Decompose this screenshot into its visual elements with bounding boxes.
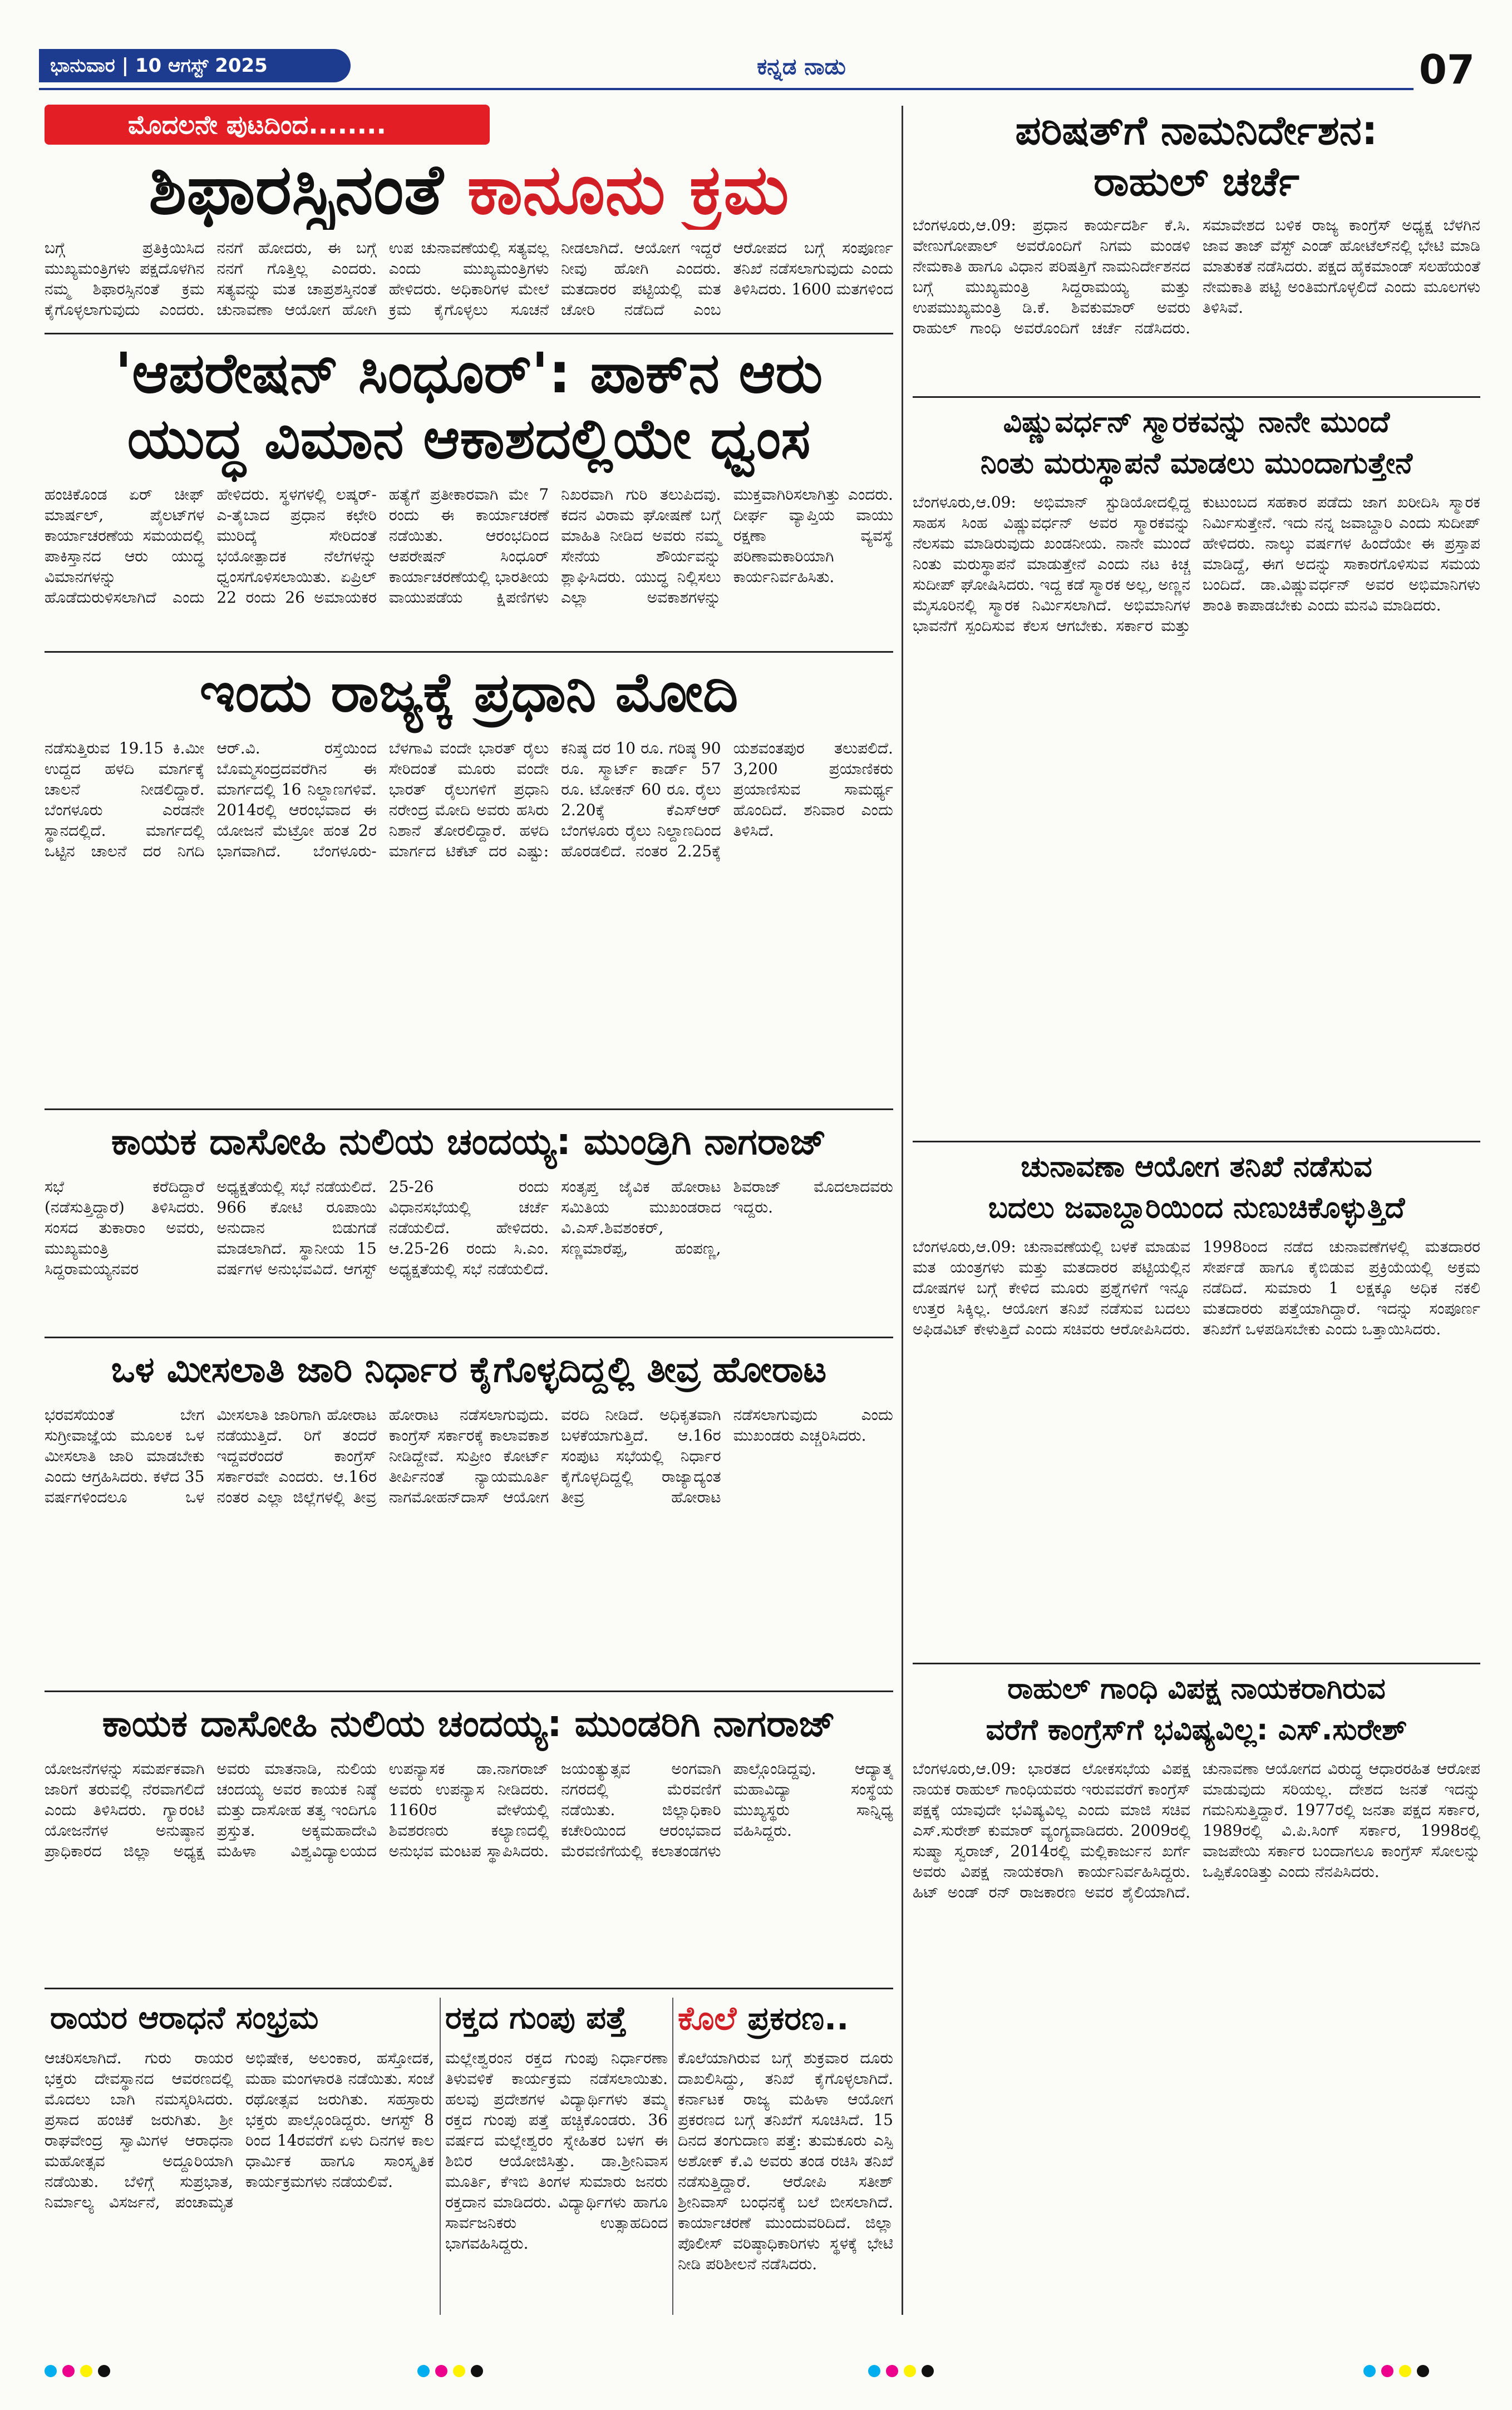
kayaka1-body bbox=[45, 1176, 893, 1321]
raktha-headline: ರಕ್ತದ ಗುಂಪು ಪತ್ತೆ bbox=[445, 2000, 627, 2036]
chunavane-story bbox=[913, 1146, 1480, 1658]
issue-date: 10 ಆಗಸ್ಟ್ 2025 bbox=[135, 55, 268, 77]
parishath-text: ಬೆಂಗಳೂರು,ಆ.09: ಪ್ರಧಾನ ಕಾರ್ಯದರ್ಶಿ ಕೆ.ಸಿ. ವೇಣುಗೋಪಾಲ್ ಅವರೊಂದಿಗೆ ನಿಗಮ ಮಂಡಳಿ ನೇಮಕಾತಿ ಹಾಗೂ ವಿಧಾನ ಪರಿಷತ್ತಿಗೆ ನಾಮನಿರ್ದೇಶನದ ಬಗ್ಗೆ ಮುಖ್ಯಮಂತ್ರಿ ಸಿದ್ದರಾಮಯ್ಯ ಮತ್ತು ಉಪಮುಖ್ಯಮಂತ್ರಿ ಡಿ.ಕೆ. ಶಿವಕುಮಾರ್ ಅವರು ರಾಹುಲ್ ಗಾಂಧಿ ಅವರೊಂದಿಗೆ ಚರ್ಚೆ ನಡೆಸಿದರು. ಸಮಾವೇಶದ ಬಳಿಕ ರಾಜ್ಯ ಕಾಂಗ್ರೆಸ್ ಅಧ್ಯಕ್ಷ ಬೆಳಗಿನ ಜಾವ ತಾಜ್ ವೆಸ್ಟ್ ಎಂಡ್ ಹೋಟೆಲ್‌ನಲ್ಲಿ ಭೇಟಿ ಮಾಡಿ ಮಾತುಕತೆ ನಡೆಸಿದರು. ಪಕ್ಷದ ಹೈಕಮಾಂಡ್ ಸಲಹೆಯಂತೆ ನೇಮಕಾತಿ ಪಟ್ಟಿ ಅಂತಿಮಗೊಳ್ಳಲಿದೆ ಎಂದು ಮೂಲಗಳು ತಿಳಿಸಿವೆ. bbox=[913, 216, 1480, 337]
parishath-body bbox=[913, 215, 1480, 393]
footer-registration-mid bbox=[868, 2365, 1013, 2387]
raktha-story bbox=[445, 1993, 668, 2316]
lead-text: ಬಗ್ಗೆ ಪ್ರತಿಕ್ರಿಯಿಸಿದ ಮುಖ್ಯಮಂತ್ರಿಗಳು ಪಕ್ಷದೊಳಗಿನ ನಮ್ಮ ಶಿಫಾರಸ್ಸಿನಂತೆ ಕ್ರಮ ಕೈಗೊಳ್ಳಲಾಗುವುದು ಎಂದರು. ನನಗೆ ಹೋದರು, ಈ ಬಗ್ಗೆ ನನಗೆ ಗೊತ್ತಿಲ್ಲ ಎಂದರು. ಸತ್ಯವನ್ನು ಮತ ಚಾಪ್ರಶಸ್ತಿನಂತೆ ಚುನಾವಣಾ ಆಯೋಗ ಹೋಗಿ ಉಪ ಚುನಾವಣೆಯಲ್ಲಿ ಸತ್ಯವಲ್ಲ ಎಂದು ಮುಖ್ಯಮಂತ್ರಿಗಳು ಹೇಳಿದರು. ಅಧಿಕಾರಿಗಳ ಮೇಲೆ ಕ್ರಮ ಕೈಗೊಳ್ಳಲು ಸೂಚನೆ ನೀಡಲಾಗಿದೆ. ಆಯೋಗ ಇದ್ದರೆ ನೀವು ಹೋಗಿ ಎಂದರು. ಮತದಾರರ ಪಟ್ಟಿಯಲ್ಲಿ ಮತ ಚೋರಿ ನಡೆದಿದೆ ಎಂಬ ಆರೋಪದ ಬಗ್ಗೆ ಸಂಪೂರ್ಣ ತನಿಖೆ ನಡೆಸಲಾಗುವುದು ಎಂದು ತಿಳಿಸಿದರು. 1600 ಮತಗಳಿಂದ bbox=[45, 238, 893, 319]
rayara-headline: ರಾಯರ ಆರಾಧನೆ ಸಂಭ್ರಮ bbox=[50, 2000, 319, 2036]
cyan-dot-icon bbox=[417, 2365, 430, 2377]
cyan-dot-icon bbox=[45, 2365, 57, 2377]
parishath-headline-line2: ರಾಹುಲ್ ಚರ್ಚೆ bbox=[1094, 158, 1299, 205]
rahul-text: ಬೆಂಗಳೂರು,ಆ.09: ಭಾರತದ ಲೋಕಸಭೆಯ ವಿಪಕ್ಷ ನಾಯಕ ರಾಹುಲ್ ಗಾಂಧಿಯವರು ಇರುವವರೆಗೆ ಕಾಂಗ್ರೆಸ್ ಪಕ್ಷಕ್ಕೆ ಯಾವುದೇ ಭವಿಷ್ಯವಿಲ್ಲ ಎಂದು ಮಾಜಿ ಸಚಿವ ಎಸ್.ಸುರೇಶ್ ಕುಮಾರ್ ವ್ಯಂಗ್ಯವಾಡಿದರು. 2009ರಲ್ಲಿ ಸುಷ್ಮಾ ಸ್ವರಾಜ್, 2014ರಲ್ಲಿ ಮಲ್ಲಿಕಾರ್ಜುನ ಖರ್ಗೆ ಅವರು ವಿಪಕ್ಷ ನಾಯಕರಾಗಿ ಕಾರ್ಯನಿರ್ವಹಿಸಿದ್ದರು. ಹಿಟ್ ಅಂಡ್ ರನ್ ರಾಜಕಾರಣ ಅವರ ಶೈಲಿಯಾಗಿದೆ. ಚುನಾವಣಾ ಆಯೋಗದ ವಿರುದ್ಧ ಆಧಾರರಹಿತ ಆರೋಪ ಮಾಡುವುದು ಸರಿಯಲ್ಲ. ದೇಶದ ಜನತೆ ಇದನ್ನು ಗಮನಿಸುತ್ತಿದ್ದಾರೆ. 1977ರಲ್ಲಿ ಜನತಾ ಪಕ್ಷದ ಸರ್ಕಾರ, 1989ರಲ್ಲಿ ವಿ.ಪಿ.ಸಿಂಗ್ ಸರ್ಕಾರ, 1998ರಲ್ಲಿ ವಾಜಪೇಯಿ ಸರ್ಕಾರ ಬಂದಾಗಲೂ ಕಾಂಗ್ರೆಸ್ ಸೋಲನ್ನು ಒಪ್ಪಿಕೊಂಡಿತ್ತು ಎಂದು ನೆನಪಿಸಿದರು. bbox=[913, 1760, 1480, 1901]
magenta-dot-icon bbox=[435, 2365, 447, 2377]
kayaka-story-2 bbox=[45, 1696, 893, 1985]
footer-registration-center bbox=[417, 2365, 562, 2387]
kayaka2-body bbox=[45, 1758, 893, 1975]
sindoor-story bbox=[45, 341, 893, 649]
kayaka2-text: ಯೋಜನೆಗಳನ್ನು ಸಮರ್ಪಕವಾಗಿ ಜಾರಿಗೆ ತರುವಲ್ಲಿ ನೆರವಾಗಲಿದೆ ಎಂದು ತಿಳಿಸಿದರು. ಗ್ಯಾರಂಟಿ ಯೋಜನೆಗಳ ಅನುಷ್ಠಾನ ಪ್ರಾಧಿಕಾರದ ಜಿಲ್ಲಾ ಅಧ್ಯಕ್ಷ ಅವರು ಮಾತನಾಡಿ, ನುಲಿಯ ಚಂದಯ್ಯ ಅವರ ಕಾಯಕ ನಿಷ್ಠೆ ಮತ್ತು ದಾಸೋಹ ತತ್ವ ಇಂದಿಗೂ ಪ್ರಸ್ತುತ. ಅಕ್ಕಮಹಾದೇವಿ ಮಹಿಳಾ ವಿಶ್ವವಿದ್ಯಾಲಯದ ಉಪನ್ಯಾಸಕ ಡಾ.ನಾಗರಾಜ್ ಅವರು ಉಪನ್ಯಾಸ ನೀಡಿದರು. 1160ರ ವೇಳೆಯಲ್ಲಿ ಶಿವಶರಣರು ಕಲ್ಯಾಣದಲ್ಲಿ ಅನುಭವ ಮಂಟಪ ಸ್ಥಾಪಿಸಿದರು. ಜಯಂತ್ಯುತ್ಸವ ಅಂಗವಾಗಿ ನಗರದಲ್ಲಿ ಮೆರವಣಿಗೆ ನಡೆಯಿತು. ಜಿಲ್ಲಾಧಿಕಾರಿ ಕಚೇರಿಯಿಂದ ಆರಂಭವಾದ ಮೆರವಣಿಗೆಯಲ್ಲಿ ಕಲಾತಂಡಗಳು ಪಾಲ್ಗೊಂಡಿದ್ದವು. ಆದ್ಯಾತ್ಮ ಮಹಾವಿದ್ಯಾ ಸಂಸ್ಥೆಯ ಮುಖ್ಯಸ್ಥರು ಸಾನ್ನಿಧ್ಯ ವಹಿಸಿದ್ದರು. bbox=[45, 1760, 893, 1860]
divider-kayaka1 bbox=[45, 1337, 893, 1338]
lead-headline-part2: ಕಾನೂನು ಕ್ರಮ bbox=[467, 150, 789, 230]
divider-modi bbox=[45, 1108, 893, 1110]
kole-headline-part1: ಕೊಲೆ bbox=[678, 1999, 737, 2037]
divider-rayara bbox=[440, 1998, 441, 2315]
lead-story bbox=[45, 150, 893, 328]
black-dot-icon bbox=[98, 2365, 110, 2377]
rahul-headline-line1: ರಾಹುಲ್ ಗಾಂಧಿ ವಿಪಕ್ಷ ನಾಯಕರಾಗಿರುವ bbox=[1007, 1672, 1386, 1706]
modi-text: ನಡೆಸುತ್ತಿರುವ 19.15 ಕಿ.ಮೀ ಉದ್ದದ ಹಳದಿ ಮಾರ್ಗಕ್ಕೆ ಚಾಲನೆ ನೀಡಲಿದ್ದಾರೆ. ಬೆಂಗಳೂರು ಎರಡನೇ ಸ್ಥಾನದಲ್ಲಿದೆ. ಮಾರ್ಗದಲ್ಲಿ ಒಟ್ಟಿನ ಚಾಲನೆ ದರ ನಿಗದಿ ಆರ್.ವಿ. ರಸ್ತೆಯಿಂದ ಬೊಮ್ಮಸಂದ್ರದವರೆಗಿನ ಈ ಮಾರ್ಗದಲ್ಲಿ 16 ನಿಲ್ದಾಣಗಳಿವೆ. 2014ರಲ್ಲಿ ಆರಂಭವಾದ ಈ ಯೋಜನೆ ಮೆಟ್ರೋ ಹಂತ 2ರ ಭಾಗವಾಗಿದೆ. ಬೆಂಗಳೂರು-ಬೆಳಗಾವಿ ವಂದೇ ಭಾರತ್ ರೈಲು ಸೇರಿದಂತೆ ಮೂರು ವಂದೇ ಭಾರತ್ ರೈಲುಗಳಿಗೆ ಪ್ರಧಾನಿ ನರೇಂದ್ರ ಮೋದಿ ಅವರು ಹಸಿರು ನಿಶಾನೆ ತೋರಲಿದ್ದಾರೆ. ಹಳದಿ ಮಾರ್ಗದ ಟಿಕೆಟ್ ದರ ಎಷ್ಟು: ಕನಿಷ್ಠ ದರ 10 ರೂ. ಗರಿಷ್ಠ 90 ರೂ. ಸ್ಮಾರ್ಟ್ ಕಾರ್ಡ್ 57 ರೂ. ಟೋಕನ್ 60 ರೂ. ರೈಲು 2.20ಕ್ಕೆ ಕೆಎಸ್‌ಆರ್ ಬೆಂಗಳೂರು ರೈಲು ನಿಲ್ದಾಣದಿಂದ ಹೊರಡಲಿದೆ. ನಂತರ 2.25ಕ್ಕೆ ಯಶವಂತಪುರ ತಲುಪಲಿದೆ. 3,200 ಪ್ರಯಾಣಿಕರು ಪ್ರಯಾಣಿಸುವ ಸಾಮರ್ಥ್ಯ ಹೊಂದಿದೆ. ಶನಿವಾರ ಎಂದು ತಿಳಿಸಿದೆ. bbox=[45, 739, 893, 860]
modi-body bbox=[45, 738, 893, 1094]
divider-sindoor bbox=[45, 651, 893, 653]
divider-chunavane bbox=[913, 1663, 1480, 1664]
chunavane-headline-line2: ಬದಲು ಜವಾಬ್ದಾರಿಯಿಂದ ನುಣುಚಿಕೊಳ್ಳುತ್ತಿದೆ bbox=[988, 1191, 1405, 1225]
black-dot-icon bbox=[922, 2365, 934, 2377]
chunavane-headline bbox=[913, 1146, 1480, 1229]
vishnu-headline bbox=[913, 402, 1480, 484]
chunavane-headline-line1: ಚುನಾವಣಾ ಆಯೋಗ ತನಿಖೆ ನಡೆಸುವ bbox=[1021, 1150, 1372, 1184]
masthead-logo: ಕನ್ನಡ ನಾಡು bbox=[757, 54, 846, 80]
divider-kayaka2 bbox=[45, 1988, 893, 1989]
yellow-dot-icon bbox=[453, 2365, 465, 2377]
issue-day: ಭಾನುವಾರ bbox=[50, 55, 115, 77]
meesalati-text: ಭರವಸೆಯಂತೆ ಬೇಗ ಸುಗ್ರೀವಾಜ್ಞೆಯ ಮೂಲಕ ಒಳ ಮೀಸಲಾತಿ ಜಾರಿ ಮಾಡಬೇಕು ಎಂದು ಆಗ್ರಹಿಸಿದರು. ಕಳೆದ 35 ವರ್ಷಗಳಿಂದಲೂ ಒಳ ಮೀಸಲಾತಿ ಜಾರಿಗಾಗಿ ಹೋರಾಟ ನಡೆಯುತ್ತಿದೆ. ರಿಗೆ ತಂದರೆ ಇದ್ದವರೆಂದರೆ ಕಾಂಗ್ರೆಸ್ ಸರ್ಕಾರವೇ ಎಂದರು. ಆ.16ರ ನಂತರ ಎಲ್ಲಾ ಜಿಲ್ಲೆಗಳಲ್ಲಿ ತೀವ್ರ ಹೋರಾಟ ನಡೆಸಲಾಗುವುದು. ಕಾಂಗ್ರೆಸ್ ಸರ್ಕಾರಕ್ಕೆ ಕಾಲಾವಕಾಶ ನೀಡಿದ್ದೇವೆ. ಸುಪ್ರೀಂ ಕೋರ್ಟ್ ತೀರ್ಪಿನಂತೆ ನ್ಯಾಯಮೂರ್ತಿ ನಾಗಮೋಹನ್‌ದಾಸ್ ಆಯೋಗ ವರದಿ ನೀಡಿದೆ. ಅಧಿಕೃತವಾಗಿ ಬಳಕೆಯಾಗುತ್ತಿದೆ. ಆ.16ರ ಸಂಪುಟ ಸಭೆಯಲ್ಲಿ ನಿರ್ಧಾರ ಕೈಗೊಳ್ಳದಿದ್ದಲ್ಲಿ ರಾಜ್ಯಾದ್ಯಂತ ತೀವ್ರ ಹೋರಾಟ ನಡೆಸಲಾಗುವುದು ಎಂದು ಮುಖಂಡರು ಎಚ್ಚರಿಸಿದರು. bbox=[45, 1406, 893, 1506]
yellow-dot-icon bbox=[904, 2365, 916, 2377]
rayara-body bbox=[45, 2048, 434, 2309]
sindoor-headline-line1: 'ಆಪರೇಷನ್ ಸಿಂಧೂರ್': ಪಾಕ್‌ನ ಆರು bbox=[115, 341, 823, 406]
parishath-story bbox=[913, 105, 1480, 394]
rahul-headline bbox=[913, 1668, 1480, 1751]
lead-headline-part1: ಶಿಫಾರಸ್ಸಿನಂತೆ bbox=[149, 150, 444, 230]
header-rule bbox=[39, 88, 1414, 90]
kayaka-story-1 bbox=[45, 1114, 893, 1334]
cyan-dot-icon bbox=[868, 2365, 880, 2377]
parishath-headline bbox=[913, 105, 1480, 207]
kayaka1-headline: ಕಾಯಕ ದಾಸೋಹಿ ನುಲಿಯ ಚಂದಯ್ಯ: ಮುಂಡ್ರಿಗಿ ನಾಗರಾಜ್ bbox=[111, 1120, 827, 1163]
magenta-dot-icon bbox=[62, 2365, 75, 2377]
meesalati-headline: ಒಳ ಮೀಸಲಾತಿ ಜಾರಿ ನಿರ್ಧಾರ ಕೈಗೊಳ್ಳದಿದ್ದಲ್ಲಿ ತೀವ್ರ ಹೋರಾಟ bbox=[111, 1349, 827, 1391]
vishnu-story bbox=[913, 402, 1480, 1136]
sindoor-headline-line2: ಯುದ್ಧ ವಿಮಾನ ಆಕಾಶದಲ್ಲಿಯೇ ಧ್ವಂಸ bbox=[127, 406, 811, 471]
vishnu-headline-line2: ನಿಂತು ಮರುಸ್ಥಾಪನೆ ಮಾಡಲು ಮುಂದಾಗುತ್ತೇನೆ bbox=[980, 447, 1413, 480]
kole-body bbox=[678, 2048, 893, 2309]
divider-parishath bbox=[913, 396, 1480, 398]
kole-text: ಕೊಲೆಯಾಗಿರುವ ಬಗ್ಗೆ ಶುಕ್ರವಾರ ದೂರು ದಾಖಲಿಸಿದ್ದು, ತನಿಖೆ ಕೈಗೊಳ್ಳಲಾಗಿದೆ. ಕರ್ನಾಟಕ ರಾಜ್ಯ ಮಹಿಳಾ ಆಯೋಗ ಪ್ರಕರಣದ ಬಗ್ಗೆ ತನಿಖೆಗೆ ಸೂಚಿಸಿದೆ. 15 ದಿನದ ತಂಗುದಾಣ ಪತ್ತೆ: ತುಮಕೂರು ಎಸ್ಪಿ ಅಶೋಕ್ ಕೆ.ವಿ ಅವರು ತಂಡ ರಚಿಸಿ ತನಿಖೆ ನಡೆಸುತ್ತಿದ್ದಾರೆ. ಆರೋಪಿ ಸತೀಶ್ ಶ್ರೀನಿವಾಸ್ ಬಂಧನಕ್ಕೆ ಬಲೆ ಬೀಸಲಾಗಿದೆ. ಕಾರ್ಯಾಚರಣೆ ಮುಂದುವರಿದಿದೆ. ಜಿಲ್ಲಾ ಪೊಲೀಸ್ ವರಿಷ್ಠಾಧಿಕಾರಿಗಳು ಸ್ಥಳಕ್ಕೆ ಭೇಟಿ ನೀಡಿ ಪರಿಶೀಲನೆ ನಡೆಸಿದರು. bbox=[678, 2049, 893, 2273]
rahul-story bbox=[913, 1668, 1480, 2317]
vishnu-body bbox=[913, 492, 1480, 1132]
divider-lead bbox=[45, 333, 893, 334]
raktha-text: ಮಲ್ಲೇಶ್ವರಂನ ರಕ್ತದ ಗುಂಪು ನಿರ್ಧಾರಣಾ ತಿಳುವಳಿಕೆ ಕಾರ್ಯಕ್ರಮ ನಡೆಸಲಾಯಿತು. ಹಲವು ಪ್ರದೇಶಗಳ ವಿದ್ಯಾರ್ಥಿಗಳು ತಮ್ಮ ರಕ್ತದ ಗುಂಪು ಪತ್ತೆ ಹಚ್ಚಿಕೊಂಡರು. 36 ವರ್ಷದ ಮಲ್ಲೇಶ್ವರಂ ಸ್ನೇಹಿತರ ಬಳಗ ಈ ಶಿಬಿರ ಆಯೋಜಿಸಿತ್ತು. ಡಾ.ಶ್ರೀನಿವಾಸ ಮೂರ್ತಿ, ಕೆಇಬಿ ತಿಂಗಳ ಸುಮಾರು ಜನರು ರಕ್ತದಾನ ಮಾಡಿದರು. ವಿದ್ಯಾರ್ಥಿಗಳು ಹಾಗೂ ಸಾರ್ವಜನಿಕರು ಉತ್ಸಾಹದಿಂದ ಭಾಗವಹಿಸಿದ್ದರು. bbox=[445, 2049, 668, 2253]
divider-meesalati bbox=[45, 1691, 893, 1692]
chunavane-text: ಬೆಂಗಳೂರು,ಆ.09: ಚುನಾವಣೆಯಲ್ಲಿ ಬಳಕೆ ಮಾಡುವ ಮತ ಯಂತ್ರಗಳು ಮತ್ತು ಮತದಾರರ ಪಟ್ಟಿಯಲ್ಲಿನ ದೋಷಗಳ ಬಗ್ಗೆ ಕೇಳಿದ ಮೂರು ಪ್ರಶ್ನೆಗಳಿಗೆ ಇನ್ನೂ ಉತ್ತರ ಸಿಕ್ಕಿಲ್ಲ. ಆಯೋಗ ತನಿಖೆ ನಡೆಸುವ ಬದಲು ಅಫಿಡವಿಟ್ ಕೇಳುತ್ತಿದೆ ಎಂದು ಸಚಿವರು ಆರೋಪಿಸಿದರು. 1998ರಿಂದ ನಡೆದ ಚುನಾವಣೆಗಳಲ್ಲಿ ಮತದಾರರ ಸೇರ್ಪಡೆ ಹಾಗೂ ಕೈಬಿಡುವ ಪ್ರಕ್ರಿಯೆಯಲ್ಲಿ ಅಕ್ರಮ ನಡೆದಿದೆ. ಸುಮಾರು 1 ಲಕ್ಷಕ್ಕೂ ಅಧಿಕ ನಕಲಿ ಮತದಾರರು ಪತ್ತೆಯಾಗಿದ್ದಾರೆ. ಇದನ್ನು ಸಂಪೂರ್ಣ ತನಿಖೆಗೆ ಒಳಪಡಿಸಬೇಕು ಎಂದು ಒತ್ತಾಯಿಸಿದರು. bbox=[913, 1238, 1480, 1338]
magenta-dot-icon bbox=[1381, 2365, 1393, 2377]
rayara-story bbox=[45, 1993, 434, 2316]
cyan-dot-icon bbox=[1363, 2365, 1376, 2377]
vishnu-headline-line1: ವಿಷ್ಣುವರ್ಧನ್ ಸ್ಮಾರಕವನ್ನು ನಾನೇ ಮುಂದೆ bbox=[1003, 406, 1390, 439]
black-dot-icon bbox=[471, 2365, 483, 2377]
kayaka2-headline: ಕಾಯಕ ದಾಸೋಹಿ ನುಲಿಯ ಚಂದಯ್ಯ: ಮುಂಡರಿಗಿ ನಾಗರಾಜ್ bbox=[102, 1702, 836, 1745]
kayaka1-text: ಸಭೆ ಕರೆದಿದ್ದಾರೆ (ನಡೆಸುತ್ತಿದ್ದಾರೆ) ತಿಳಿಸಿದರು. ಸಂಸದ ತುಕಾರಾಂ ಅವರು, ಮುಖ್ಯಮಂತ್ರಿ ಸಿದ್ದರಾಮಯ್ಯನವರ ಅಧ್ಯಕ್ಷತೆಯಲ್ಲಿ ಸಭೆ ನಡೆಯಲಿದೆ. 966 ಕೋಟಿ ರೂಪಾಯಿ ಅನುದಾನ ಬಿಡುಗಡೆ ಮಾಡಲಾಗಿದೆ. ಸ್ಥಾನೀಯ 15 ವರ್ಷಗಳ ಅನುಭವವಿದೆ. ಆಗಸ್ಟ್ 25-26 ರಂದು ವಿಧಾನಸಭೆಯಲ್ಲಿ ಚರ್ಚೆ ನಡೆಯಲಿದೆ. ಹೇಳಿದರು. ಆ.25-26 ರಂದು ಸಿ.ಎಂ. ಅಧ್ಯಕ್ಷತೆಯಲ್ಲಿ ಸಭೆ ನಡೆಯಲಿದೆ. ಸಂತೃಪ್ತ ಜೈವಿಕ ಹೋರಾಟ ಸಮಿತಿಯ ಮುಖಂಡರಾದ ವಿ.ಎಸ್.ಶಿವಶಂಕರ್, ಸಣ್ಣಮಾರೆಪ್ಪ, ಹಂಪಣ್ಣ, ಶಿವರಾಜ್ ಮೊದಲಾದವರು ಇದ್ದರು. bbox=[45, 1177, 893, 1278]
rayara-text: ಆಚರಿಸಲಾಗಿದೆ. ಗುರು ರಾಯರ ಭಕ್ತರು ದೇವಸ್ಥಾನದ ಆವರಣದಲ್ಲಿ ಮೊದಲು ಬಾಗಿ ನಮಸ್ಕರಿಸಿದರು. ಪ್ರಸಾದ ಹಂಚಿಕೆ ಜರುಗಿತು. ಶ್ರೀ ರಾಘವೇಂದ್ರ ಸ್ವಾಮಿಗಳ ಆರಾಧನಾ ಮಹೋತ್ಸವ ಅದ್ದೂರಿಯಾಗಿ ನಡೆಯಿತು. ಬೆಳಿಗ್ಗೆ ಸುಪ್ರಭಾತ, ನಿರ್ಮಾಲ್ಯ ವಿಸರ್ಜನೆ, ಪಂಚಾಮೃತ ಅಭಿಷೇಕ, ಅಲಂಕಾರ, ಹಸ್ತೋದಕ, ಮಹಾ ಮಂಗಳಾರತಿ ನಡೆಯಿತು. ಸಂಜೆ ರಥೋತ್ಸವ ಜರುಗಿತು. ಸಹಸ್ರಾರು ಭಕ್ತರು ಪಾಲ್ಗೊಂಡಿದ್ದರು. ಆಗಸ್ಟ್ 8 ರಿಂದ 14ರವರೆಗೆ ಏಳು ದಿನಗಳ ಕಾಲ ಧಾರ್ಮಿಕ ಹಾಗೂ ಸಾಂಸ್ಕೃತಿಕ ಕಾರ್ಯಕ್ರಮಗಳು ನಡೆಯಲಿವೆ. bbox=[45, 2049, 434, 2211]
parishath-headline-line1: ಪರಿಷತ್‌ಗೆ ನಾಮನಿರ್ದೇಶನ: bbox=[1015, 107, 1378, 154]
meesalati-story bbox=[45, 1342, 893, 1687]
chunavane-body bbox=[913, 1236, 1480, 1654]
page-header bbox=[0, 0, 1512, 93]
section-banner bbox=[45, 105, 490, 145]
kole-story bbox=[678, 1993, 893, 2316]
raktha-body bbox=[445, 2048, 668, 2309]
date-tab: ಭಾನುವಾರ | 10 ಆಗಸ್ಟ್ 2025 bbox=[39, 49, 351, 82]
magenta-dot-icon bbox=[886, 2365, 898, 2377]
lead-body bbox=[45, 238, 893, 329]
lead-headline bbox=[45, 150, 893, 230]
meesalati-body bbox=[45, 1404, 893, 1680]
kole-headline-part2: ಪ್ರಕರಣ.. bbox=[747, 1999, 849, 2037]
page-number: 07 bbox=[1419, 46, 1475, 93]
banner-label: ಮೊದಲನೇ ಪುಟದಿಂದ........ bbox=[128, 110, 387, 140]
rahul-body bbox=[913, 1758, 1480, 2312]
rahul-headline-line2: ವರೆಗೆ ಕಾಂಗ್ರೆಸ್‌ಗೆ ಭವಿಷ್ಯವಿಲ್ಲ: ಎಸ್.ಸುರೇಶ್ bbox=[986, 1713, 1407, 1747]
divider-vishnu bbox=[913, 1141, 1480, 1142]
sindoor-text: ಹಂಚಿಕೊಂಡ ಏರ್ ಚೀಫ್ ಮಾರ್ಷಲ್, ಪೈಲಟ್‌ಗಳ ಕಾರ್ಯಾಚರಣೆಯ ಸಮಯದಲ್ಲಿ ಪಾಕಿಸ್ತಾನದ ಆರು ಯುದ್ಧ ವಿಮಾನಗಳನ್ನು ಹೊಡೆದುರುಳಿಸಲಾಗಿದೆ ಎಂದು ಹೇಳಿದರು. ಸ್ಥಳಗಳಲ್ಲಿ ಲಷ್ಕರ್-ಎ-ತೈಬಾದ ಪ್ರಧಾನ ಕಛೇರಿ ಮುರಿದ್ಕೆ ಸೇರಿದಂತೆ ಭಯೋತ್ಪಾದಕ ನೆಲೆಗಳನ್ನು ಧ್ವಂಸಗೊಳಿಸಲಾಯಿತು. ಏಪ್ರಿಲ್ 22 ರಂದು 26 ಅಮಾಯಕರ ಹತ್ಯೆಗೆ ಪ್ರತೀಕಾರವಾಗಿ ಮೇ 7 ರಂದು ಈ ಕಾರ್ಯಾಚರಣೆ ನಡೆಯಿತು. ಆರಂಭದಿಂದ ಆಪರೇಷನ್ ಸಿಂಧೂರ್ ಕಾರ್ಯಾಚರಣೆಯಲ್ಲಿ ಭಾರತೀಯ ವಾಯುಪಡೆಯ ಕ್ಷಿಪಣಿಗಳು ನಿಖರವಾಗಿ ಗುರಿ ತಲುಪಿದವು. ಕದನ ವಿರಾಮ ಘೋಷಣೆ ಬಗ್ಗೆ ಮಾಹಿತಿ ನೀಡಿದ ಅವರು ನಮ್ಮ ಸೇನೆಯ ಶೌರ್ಯವನ್ನು ಶ್ಲಾಘಿಸಿದರು. ಯುದ್ಧ ನಿಲ್ಲಿಸಲು ಎಲ್ಲಾ ಅವಕಾಶಗಳನ್ನು ಮುಕ್ತವಾಗಿರಿಸಲಾಗಿತ್ತು ಎಂದರು. ದೀರ್ಘ ವ್ಯಾಪ್ತಿಯ ವಾಯು ರಕ್ಷಣಾ ವ್ಯವಸ್ಥೆ ಪರಿಣಾಮಕಾರಿಯಾಗಿ ಕಾರ್ಯನಿರ್ವಹಿಸಿತು. bbox=[45, 485, 893, 607]
footer-registration-left bbox=[45, 2365, 189, 2387]
yellow-dot-icon bbox=[1399, 2365, 1411, 2377]
sindoor-body bbox=[45, 484, 893, 651]
footer-registration-right bbox=[1363, 2365, 1508, 2387]
main-column-divider bbox=[902, 106, 903, 2315]
vishnu-text: ಬೆಂಗಳೂರು,ಆ.09: ಅಭಿಮಾನ್ ಸ್ಟುಡಿಯೋದಲ್ಲಿದ್ದ ಸಾಹಸ ಸಿಂಹ ವಿಷ್ಣುವರ್ಧನ್ ಅವರ ಸ್ಮಾರಕವನ್ನು ನೆಲಸಮ ಮಾಡಿರುವುದು ಖಂಡನೀಯ. ನಾನೇ ಮುಂದೆ ನಿಂತು ಮರುಸ್ಥಾಪನೆ ಮಾಡುತ್ತೇನೆ ಎಂದು ನಟ ಕಿಚ್ಚ ಸುದೀಪ್ ಘೋಷಿಸಿದರು. ಇದ್ದ ಕಡೆ ಸ್ಮಾರಕ ಅಲ್ಲ, ಅಣ್ಣನ ಮೈಸೂರಿನಲ್ಲಿ ಸ್ಮಾರಕ ನಿರ್ಮಿಸಲಾಗಿದೆ. ಅಭಿಮಾನಿಗಳ ಭಾವನೆಗೆ ಸ್ಪಂದಿಸುವ ಕೆಲಸ ಆಗಬೇಕು. ಸರ್ಕಾರ ಮತ್ತು ಕುಟುಂಬದ ಸಹಕಾರ ಪಡೆದು ಜಾಗ ಖರೀದಿಸಿ ಸ್ಮಾರಕ ನಿರ್ಮಿಸುತ್ತೇನೆ. ಇದು ನನ್ನ ಜವಾಬ್ದಾರಿ ಎಂದು ಸುದೀಪ್ ಹೇಳಿದರು. ನಾಲ್ಕು ವರ್ಷಗಳ ಹಿಂದೆಯೇ ಈ ಪ್ರಸ್ತಾಪ ಮಾಡಿದ್ದೆ, ಈಗ ಅದನ್ನು ಸಾಕಾರಗೊಳಿಸುವ ಸಮಯ ಬಂದಿದೆ. ಡಾ.ವಿಷ್ಣುವರ್ಧನ್ ಅವರ ಅಭಿಮಾನಿಗಳು ಶಾಂತಿ ಕಾಪಾಡಬೇಕು ಎಂದು ಮನವಿ ಮಾಡಿದರು. bbox=[913, 493, 1480, 635]
sindoor-headline bbox=[45, 341, 893, 472]
kole-headline bbox=[678, 1993, 893, 2043]
modi-story bbox=[45, 657, 893, 1105]
black-dot-icon bbox=[1417, 2365, 1429, 2377]
yellow-dot-icon bbox=[80, 2365, 92, 2377]
divider-raktha bbox=[672, 1998, 673, 2315]
modi-headline: ಇಂದು ರಾಜ್ಯಕ್ಕೆ ಪ್ರಧಾನಿ ಮೋದಿ bbox=[199, 661, 738, 725]
